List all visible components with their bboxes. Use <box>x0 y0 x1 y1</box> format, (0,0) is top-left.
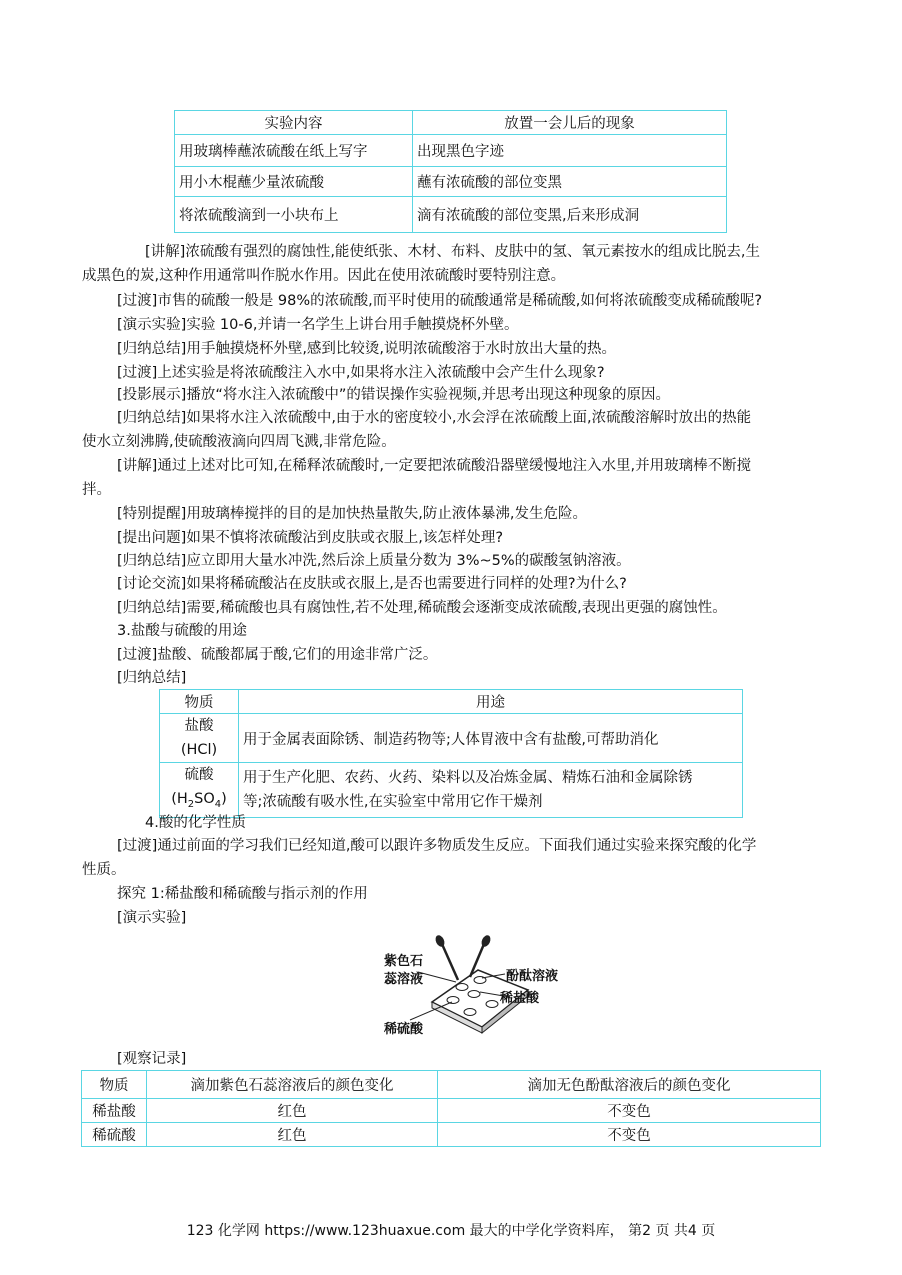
table-header: 滴加紫色石蕊溶液后的颜色变化 <box>147 1071 438 1099</box>
table-cell: 出现黑色字迹 <box>413 135 727 167</box>
substance-formula: $(H_2SO_4)$ <box>171 791 227 810</box>
paragraph: [归纳总结]用手触摸烧杯外壁,感到比较烫,说明浓硫酸溶于水时放出大量的热。 <box>117 341 617 357</box>
table-header: 放置一会儿后的现象 <box>413 111 727 135</box>
table-cell: 红色 <box>147 1099 438 1123</box>
table-cell: 用于金属表面除锈、制造药物等;人体胃液中含有盐酸,可帮助消化 <box>239 714 743 763</box>
paragraph: [演示实验]实验 10-6,并请一名学生上讲台用手触摸烧杯外壁。 <box>117 317 519 333</box>
observation-table <box>81 1070 821 1147</box>
paragraph: [投影展示]播放“将水注入浓硫酸中”的错误操作实验视频,并思考出现这种现象的原因。 <box>117 387 670 403</box>
paragraph: [提出问题]如果不慎将浓硫酸沾到皮肤或衣服上,该怎样处理? <box>117 530 504 546</box>
paragraph: [归纳总结]如果将水注入浓硫酸中,由于水的密度较小,水会浮在浓硫酸上面,浓硫酸溶解时放出的热能 <box>117 410 752 426</box>
table-cell: 红色 <box>147 1123 438 1147</box>
paragraph: [过渡]市售的硫酸一般是 98%的浓硫酸,而平时使用的硫酸通常是稀硫酸,如何将浓硫酸变成稀硫酸呢? <box>117 293 763 309</box>
paragraph: 探究 1:稀盐酸和稀硫酸与指示剂的作用 <box>117 886 368 902</box>
uses-table <box>159 689 743 818</box>
table-header: 物质 <box>160 690 239 714</box>
paragraph: [过渡]通过前面的学习我们已经知道,酸可以跟许多物质发生反应。下面我们通过实验来探究酸的化学 <box>117 838 757 854</box>
table-cell <box>160 763 239 818</box>
experiment-table <box>174 110 727 233</box>
phenolphthalein-label: 酚酞溶液 <box>506 969 559 984</box>
paragraph: [观察记录] <box>117 1051 187 1067</box>
substance-formula: (HCl) <box>180 742 218 758</box>
section-heading: 4.酸的化学性质 <box>145 815 246 831</box>
paragraph: 拌。 <box>82 482 111 498</box>
table-cell: 将浓硫酸滴到一小块布上 <box>175 197 413 233</box>
table-header: 物质 <box>82 1071 147 1099</box>
paragraph: 使水立刻沸腾,使硫酸液滴向四周飞溅,非常危险。 <box>82 434 396 450</box>
substance-name: 盐酸 <box>184 718 214 734</box>
paragraph: 成黑色的炭,这种作用通常叫作脱水作用。因此在使用浓硫酸时要特别注意。 <box>82 268 566 284</box>
paragraph: 性质。 <box>82 862 126 878</box>
table-header: 用途 <box>239 690 743 714</box>
substance-name: 硫酸 <box>184 767 214 783</box>
table-cell: 蘸有浓硫酸的部位变黑 <box>413 167 727 197</box>
spot-plate-diagram <box>370 932 560 1037</box>
paragraph: [讲解]通过上述对比可知,在稀释浓硫酸时,一定要把浓硫酸沿器壁缓慢地注入水里,并用玻璃棒不断搅 <box>117 458 752 474</box>
table-cell: 用小木棍蘸少量浓硫酸 <box>175 167 413 197</box>
hydrochloric-acid-label: 稀盐酸 <box>500 991 540 1006</box>
table-cell: 稀硫酸 <box>82 1123 147 1147</box>
table-cell: 滴有浓硫酸的部位变黑,后来形成洞 <box>413 197 727 233</box>
table-cell: 不变色 <box>438 1099 821 1123</box>
sulfuric-acid-label: 稀硫酸 <box>384 1022 424 1037</box>
page-footer: 123 化学网 https://www.123huaxue.com 最大的中学化学资料库， 第2 页 共4 页 <box>186 1223 716 1239</box>
table-cell: 不变色 <box>438 1123 821 1147</box>
table-header: 滴加无色酚酞溶液后的颜色变化 <box>438 1071 821 1099</box>
paragraph: [讲解]浓硫酸有强烈的腐蚀性,能使纸张、木材、布料、皮肤中的氢、氧元素按水的组成比脱去,生 <box>145 244 761 260</box>
paragraph: [过渡]盐酸、硫酸都属于酸,它们的用途非常广泛。 <box>117 647 438 663</box>
table-header: 实验内容 <box>175 111 413 135</box>
paragraph: [归纳总结] <box>117 670 187 686</box>
paragraph: [特别提醒]用玻璃棒搅拌的目的是加快热量散失,防止液体暴沸,发生危险。 <box>117 506 588 522</box>
table-cell: 用于生产化肥、农药、火药、染料以及冶炼金属、精炼石油和金属除锈 等;浓硫酸有吸水性,在实验室中常用它作干燥剂 <box>239 763 743 818</box>
paragraph: [讨论交流]如果将稀硫酸沾在皮肤或衣服上,是否也需要进行同样的处理?为什么? <box>117 576 627 592</box>
section-heading: 3.盐酸与硫酸的用途 <box>117 623 247 639</box>
paragraph: [过渡]上述实验是将浓硫酸注入水中,如果将水注入浓硫酸中会产生什么现象? <box>117 365 605 381</box>
table-cell: 用玻璃棒蘸浓硫酸在纸上写字 <box>175 135 413 167</box>
litmus-label: 蕊溶液 <box>384 972 424 987</box>
paragraph: [归纳总结]应立即用大量水冲洗,然后涂上质量分数为 3%~5%的碳酸氢钠溶液。 <box>117 553 631 569</box>
paragraph: [演示实验] <box>117 910 187 926</box>
table-cell <box>160 714 239 763</box>
table-cell: 稀盐酸 <box>82 1099 147 1123</box>
litmus-label: 紫色石 <box>384 954 424 969</box>
paragraph: [归纳总结]需要,稀硫酸也具有腐蚀性,若不处理,稀硫酸会逐渐变成浓硫酸,表现出更强的腐蚀性。 <box>117 600 727 616</box>
